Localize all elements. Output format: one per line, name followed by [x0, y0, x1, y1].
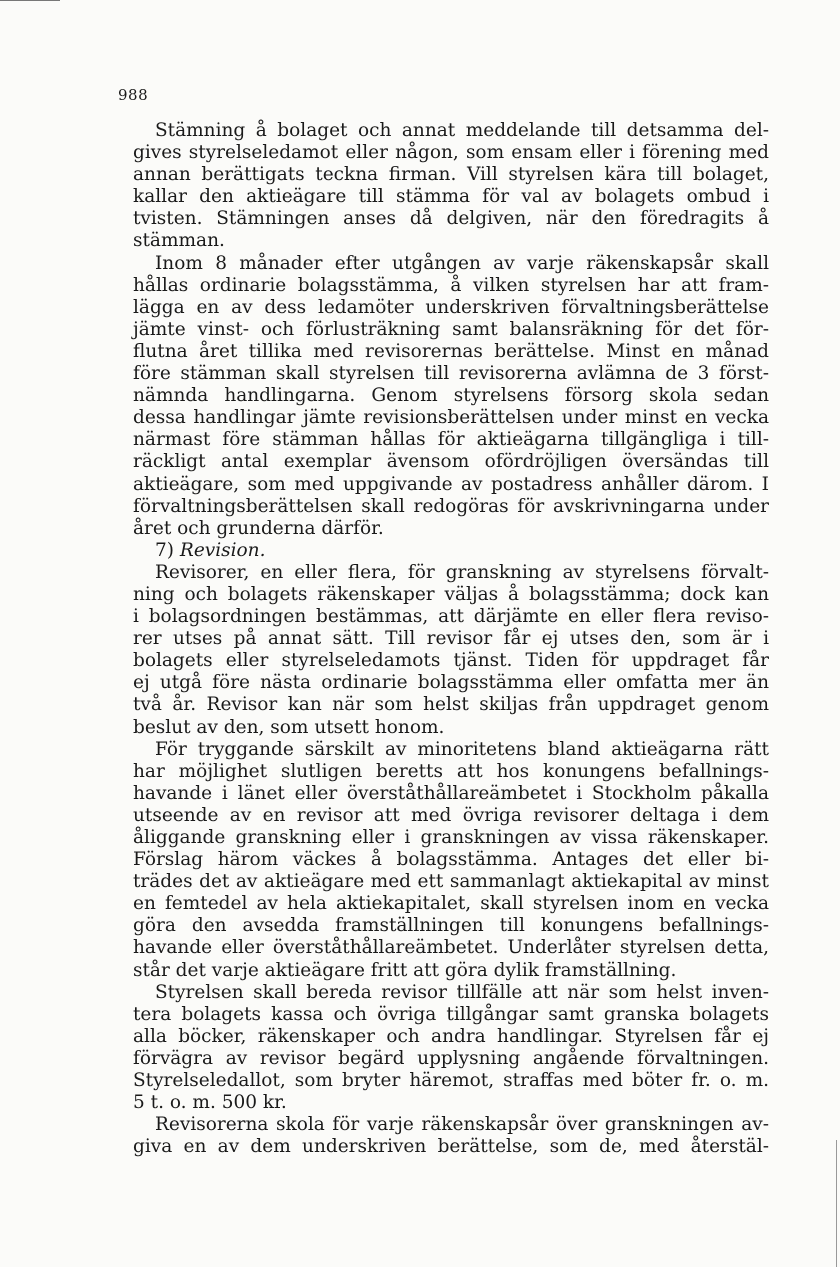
text-line: annan berättigats teckna firman. Vill styrelsen kära till bolaget, [133, 164, 769, 186]
text-line: stämman. [133, 230, 225, 252]
text-line: Förslag härom väckes å bolagsstämma. Antages det eller bi- [133, 849, 769, 871]
text-line: göra den avsedda framställningen till konungens befallnings- [133, 915, 769, 937]
text-line: Revisorer, en eller flera, för granskning av styrelsens förvalt- [155, 561, 769, 583]
text-line: före stämman skall styrelsen till revisorerna avlämna de 3 först- [133, 363, 769, 385]
page-number: 988 [118, 86, 149, 104]
text-line: nämnda handlingarna. Genom styrelsens försorg skola sedan [133, 385, 769, 407]
text-line: förvaltningsberättelsen skall redogöras för avskrivningarna under [133, 495, 769, 517]
body-text [133, 120, 769, 1158]
section-heading [133, 540, 769, 562]
text-line: en femtedel av hela aktiekapitalet, skall styrelsen inom en vecka [133, 893, 769, 915]
text-line: står det varje aktieägare fritt att göra dylik framställning. [133, 959, 677, 981]
text-line: rer utses på annat sätt. Till revisor får ej utses den, som är i [133, 628, 769, 650]
text-line: i bolagsordningen bestämmas, att därjämte en eller flera reviso- [133, 606, 769, 628]
text-line: För tryggande särskilt av minoritetens bland aktieägarna rätt [155, 738, 769, 760]
text-line: ej utgå före nästa ordinarie bolagsstämma eller omfatta mer än [133, 672, 769, 694]
text-line: 5 t. o. m. 500 kr. [133, 1092, 287, 1114]
section-title: Revision. [179, 539, 266, 561]
text-line: tvisten. Stämningen anses då delgiven, när den föredragits å [133, 208, 769, 230]
text-line: Revisorerna skola för varje räkenskapsår över granskningen av- [155, 1114, 769, 1136]
text-line: förvägra av revisor begärd upplysning angående förvaltningen. [133, 1047, 769, 1069]
text-line: har möjlighet slutligen beretts att hos konungens befallnings- [133, 760, 769, 782]
text-line: två år. Revisor kan när som helst skiljas från uppdraget genom [133, 694, 769, 716]
text-line: kallar den aktieägare till stämma för val av bolagets ombud i [133, 186, 769, 208]
text-line: trädes det av aktieägare med ett sammanlagt aktiekapital av minst [133, 871, 769, 893]
text-line: året och grunderna därför. [133, 517, 384, 539]
text-line: dessa handlingar jämte revisionsberättelsen under minst en vecka [133, 407, 769, 429]
text-line: tera bolagets kassa och övriga tillgångar samt granska bolagets [133, 1003, 769, 1025]
text-line: giva en av dem underskriven berättelse, som de, med återstäl- [133, 1136, 769, 1158]
text-line: aktieägare, som med uppgivande av postadress anhåller därom. I [133, 473, 769, 495]
scan-edge-right [836, 1140, 837, 1267]
text-line: havande i länet eller överståthållareämbetet i Stockholm påkalla [133, 782, 769, 804]
text-line: Styrelseledallot, som bryter häremot, straffas med böter fr. o. m. [133, 1070, 769, 1092]
text-line: Styrelsen skall bereda revisor tillfälle att när som helst inven- [155, 981, 769, 1003]
text-line: flutna året tillika med revisorernas berättelse. Minst en månad [133, 340, 769, 362]
text-line: beslut av den, som utsett honom. [133, 716, 445, 738]
text-line: havande eller överståthållareämbetet. Underlåter styrelsen detta, [133, 937, 769, 959]
text-line: utseende av en revisor att med övriga revisorer deltaga i dem [133, 804, 769, 826]
text-line: lägga en av dess ledamöter underskriven förvaltningsberättelse [133, 296, 769, 318]
text-line: räckligt antal exemplar ävensom ofördröjligen översändas till [133, 451, 769, 473]
text-line: ning och bolagets räkenskaper väljas å bolagsstämma; dock kan [133, 583, 769, 605]
text-line: gives styrelseledamot eller någon, som ensam eller i förening med [133, 142, 769, 164]
text-line: Inom 8 månader efter utgången av varje räkenskapsår skall [155, 252, 769, 274]
scan-edge-top [0, 0, 60, 1]
text-line: närmast före stämman hållas för aktieägarna tillgängliga i till- [133, 429, 769, 451]
text-line: bolagets eller styrelseledamots tjänst. Tiden för uppdraget får [133, 650, 769, 672]
text-line: åliggande granskning eller i granskningen av vissa räkenskaper. [133, 827, 769, 848]
section-number: 7) [155, 539, 174, 561]
text-line: jämte vinst- och förlusträkning samt balansräkning för det för- [133, 318, 769, 340]
text-line: hållas ordinarie bolagsstämma, å vilken styrelsen har att fram- [133, 274, 769, 296]
text-line: Stämning å bolaget och annat meddelande till detsamma del- [155, 120, 769, 141]
text-line: alla böcker, räkenskaper och andra handlingar. Styrelsen får ej [133, 1025, 769, 1047]
